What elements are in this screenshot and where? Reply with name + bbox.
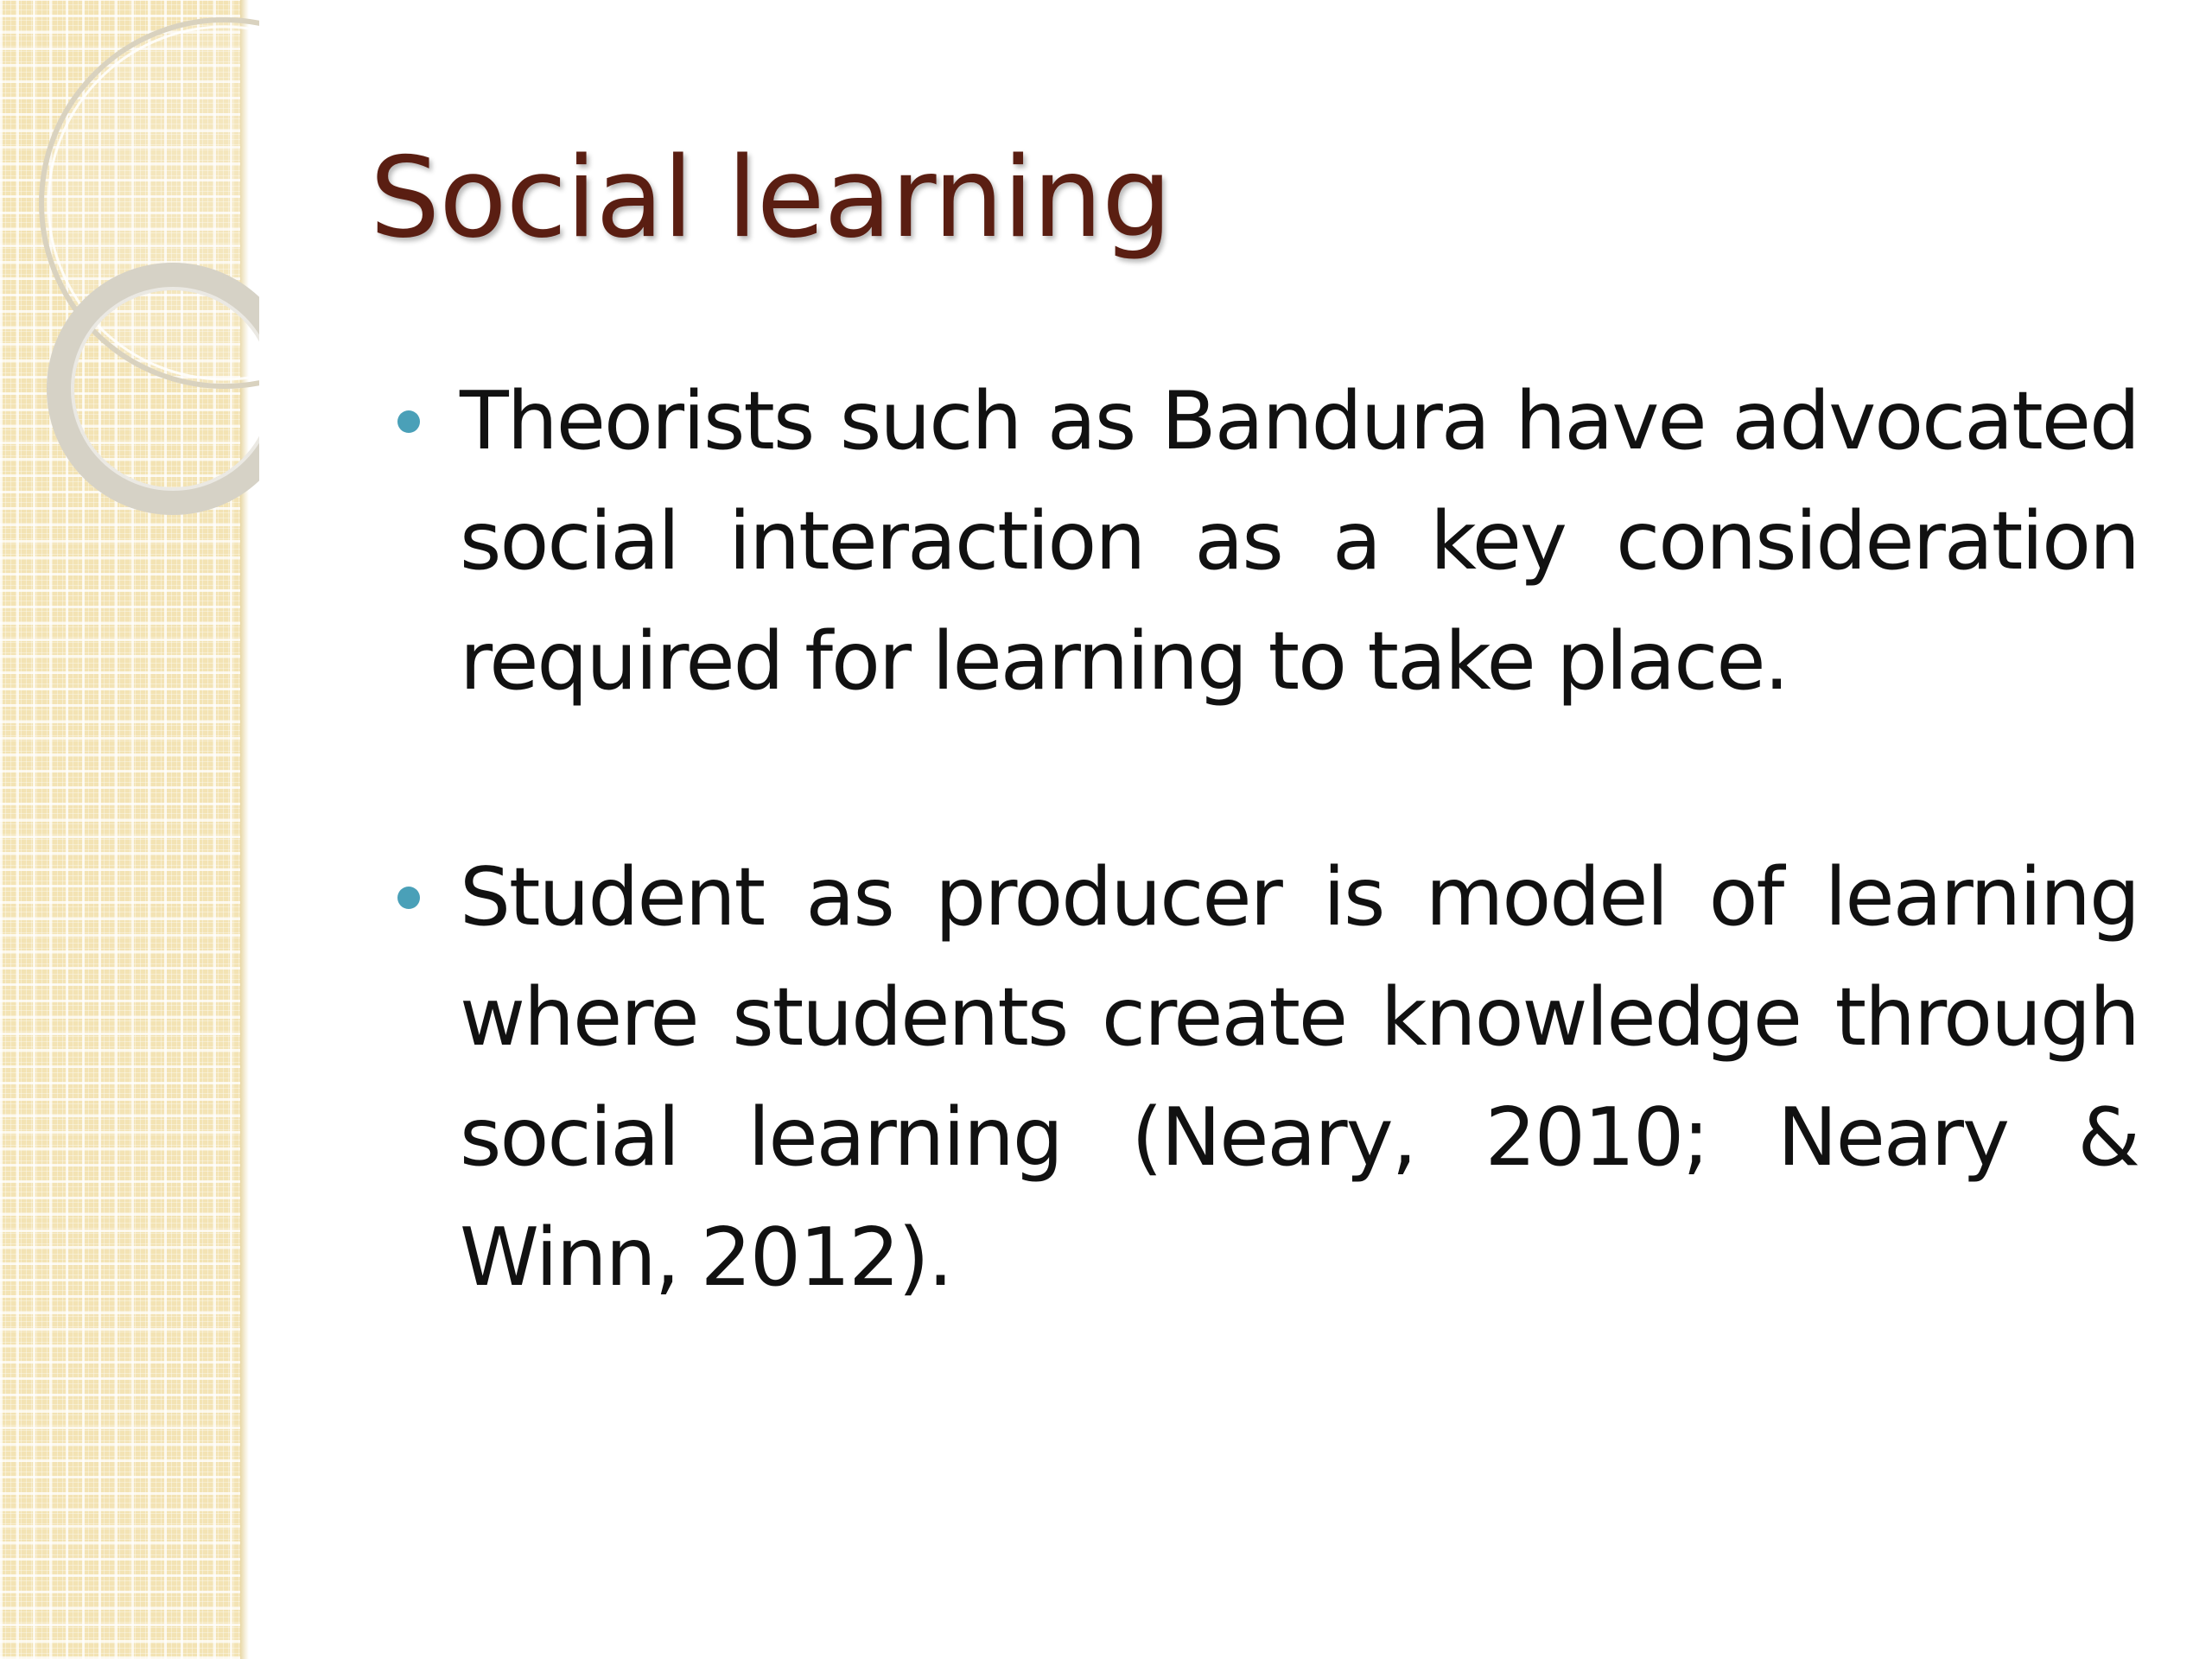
bullet-item [380,837,2139,1318]
bullet-dot-icon [397,887,420,909]
bullet-text: Theorists such as Bandura have advocated social interaction as a key consideration required for learning to take place. [460,374,2139,708]
bullet-item [380,361,2139,721]
bullet-text: Student as producer is model of learning where students create knowledge through social learning (Neary, 2010; Neary & Winn, 2012). [460,850,2139,1304]
decorative-circles [0,0,259,553]
bullet-dot-icon [397,410,420,433]
slide-title: Social learning [370,134,1172,263]
bullet-list [380,361,2139,1433]
